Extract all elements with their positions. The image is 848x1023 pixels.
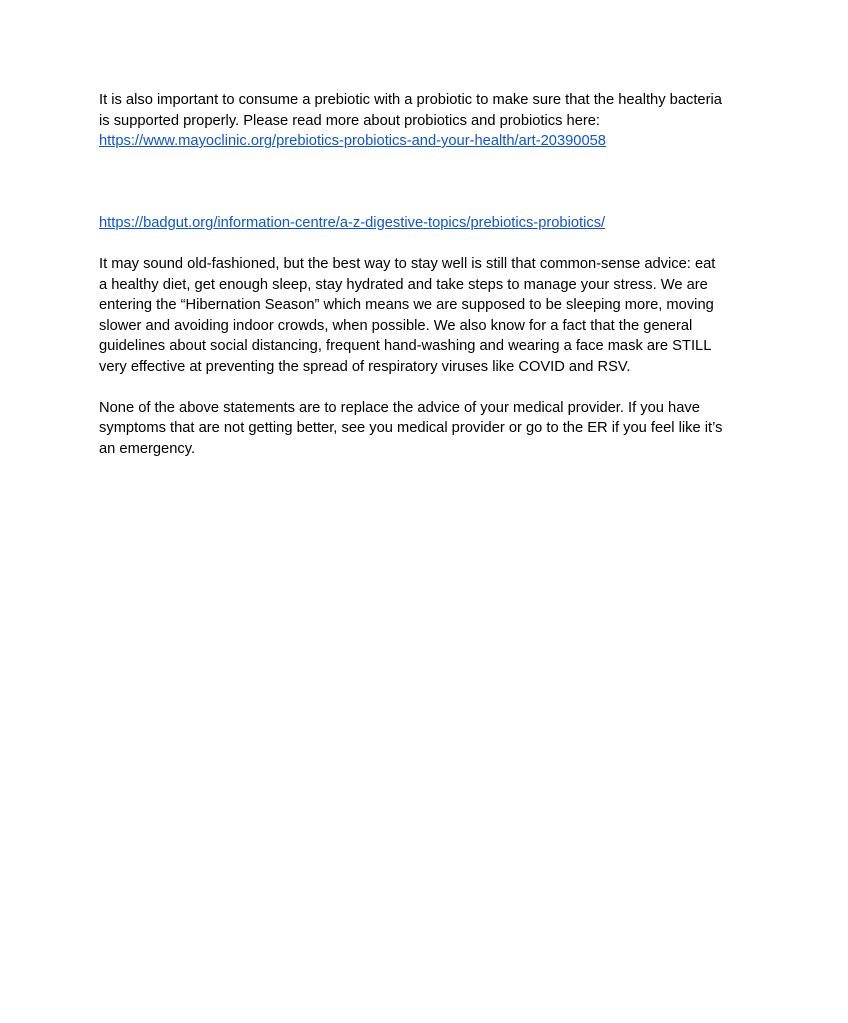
paragraph-intro	[99, 90, 759, 152]
text-line: It may sound old-fashioned, but the best way to stay well is still that common-sense advice: eat	[99, 256, 716, 272]
text-line: None of the above statements are to replace the advice of your medical provider. If you have	[99, 399, 700, 416]
text-line: very effective at preventing the spread of respiratory viruses like COVID and RSV.	[99, 358, 631, 375]
document-page	[99, 90, 759, 480]
text-line: a healthy diet, get enough sleep, stay hydrated and take steps to manage your stress. We are	[99, 276, 708, 293]
text-line: It is also important to consume a prebiotic with a probiotic to make sure that the healthy bacteria	[99, 92, 722, 108]
text-line: entering the “Hibernation Season” which means we are supposed to be sleeping more, moving	[99, 297, 714, 313]
paragraph-advice	[99, 254, 759, 377]
text-line: guidelines about social distancing, frequent hand-washing and wearing a face mask are STILL	[99, 338, 712, 354]
blank-line	[99, 172, 759, 193]
text-line: an emergency.	[99, 440, 196, 457]
text-line	[99, 213, 759, 234]
text-line: symptoms that are not getting better, see you medical provider or go to the ER if you feel like it’s	[99, 420, 723, 436]
mayoclinic-link[interactable]: https://www.mayoclinic.org/prebiotics-probiotics-and-your-health/art-20390058	[99, 133, 606, 149]
text-line: is supported properly. Please read more about probiotics and probiotics here:	[99, 112, 601, 129]
paragraph-disclaimer	[99, 398, 759, 460]
paragraph-spacer	[99, 172, 759, 193]
text-line: slower and avoiding indoor crowds, when possible. We also know for a fact that the general	[99, 317, 693, 334]
text-line	[99, 131, 759, 152]
paragraph-badgut-link	[99, 213, 759, 234]
badgut-link[interactable]: https://badgut.org/information-centre/a-z-digestive-topics/prebiotics-probiotics/	[99, 215, 606, 231]
